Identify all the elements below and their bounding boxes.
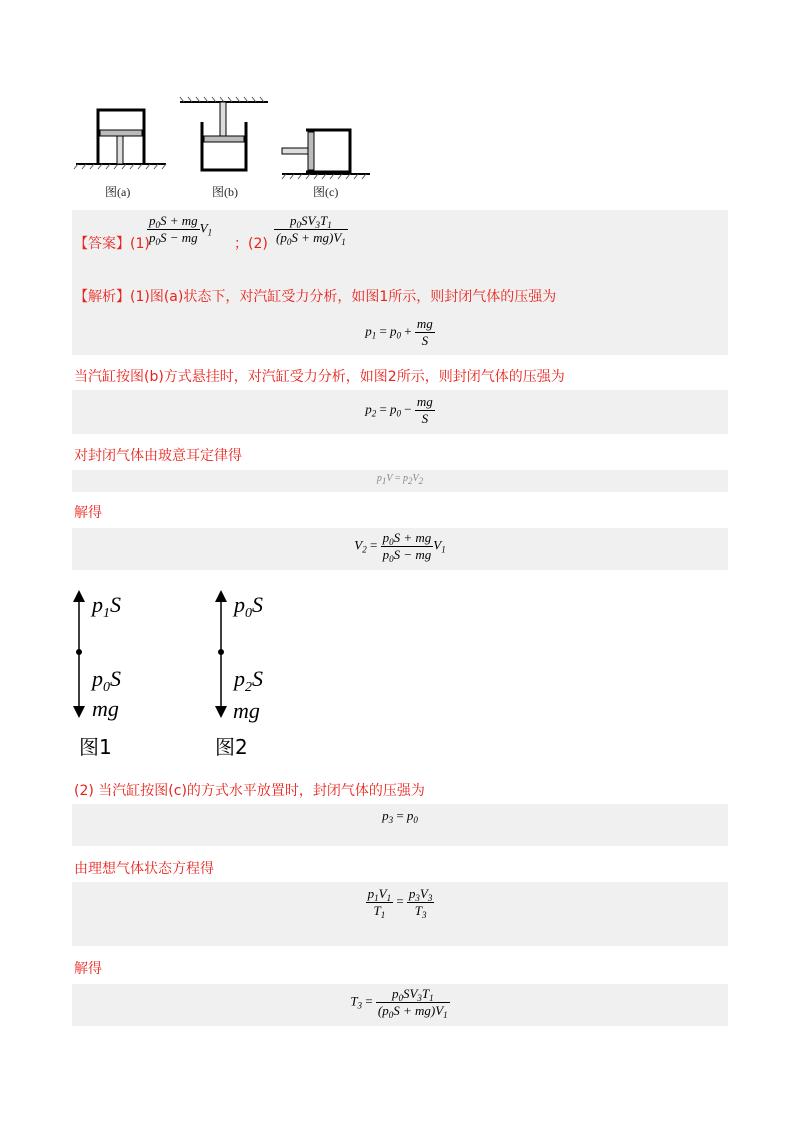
apparatus-figures — [60, 92, 380, 182]
fbd1-force-down-pressure: $p_0S$ — [92, 666, 121, 695]
formula-p2: $p_2 = p_0$ − $\frac{mg}{S}$ — [365, 394, 433, 426]
caption-fig-c: 图(c) — [313, 185, 339, 199]
text-ideal-gas: 由理想气体状态方程得 — [74, 861, 214, 877]
text-jiede-2: 解得 — [74, 961, 102, 977]
figure-a — [74, 110, 166, 169]
caption-fig-a: 图(a) — [105, 185, 131, 199]
fbd2-caption: 图2 — [215, 735, 248, 759]
text-part2-intro: (2) 当汽缸按图(c)的方式水平放置时，封闭气体的压强为 — [74, 783, 425, 799]
fbd-1 — [76, 596, 82, 712]
text-hanging-b: 当汽缸按图(b)方式悬挂时，对汽缸受力分析，如图2所示，则封闭气体的压强为 — [74, 369, 565, 385]
formula-v2: $V_2$ = $\frac{p_0S + mg}{p_0S - mg}$ $V_1$ — [354, 530, 446, 564]
fbd2-force-weight: mg — [233, 698, 260, 723]
fbd1-force-weight: mg — [92, 696, 119, 721]
formula-t3: $T_3$ = $\frac{p_0SV_3T_1}{(p_0S + mg)V_1}$ — [350, 986, 448, 1020]
fbd1-caption: 图1 — [79, 735, 112, 759]
fbd-2 — [218, 596, 224, 712]
formula-p1: $p_1 = p_0$ + $\frac{mg}{S}$ — [365, 316, 433, 348]
answer-formula-2: $\frac{p_0SV_3T_1}{(p_0S + mg)V_1}$ — [276, 213, 346, 247]
formula-ideal-gas: $\frac{p_1V_1}{T_1}$ = $\frac{p_3V_3}{T_3}$ — [367, 886, 433, 920]
figure-b — [180, 97, 268, 170]
fbd2-force-up: $p_0S$ — [234, 592, 263, 621]
fbd2-force-down-pressure: $p_2S$ — [234, 666, 263, 695]
caption-fig-b: 图(b) — [212, 185, 238, 199]
text-jiede-1: 解得 — [74, 505, 102, 521]
answer-label: 【答案】(1) — [74, 236, 150, 252]
fbd1-force-up: $p_1S$ — [92, 592, 121, 621]
formula-p3: $p_3 = p_0$ — [382, 808, 418, 825]
formula-boyle: $p_1V = p_2V_2$ — [376, 473, 424, 486]
figure-c — [282, 130, 370, 179]
text-boyle: 对封闭气体由玻意耳定律得 — [74, 448, 242, 464]
analysis-intro: 【解析】(1)图(a)状态下，对汽缸受力分析，如图1所示，则封闭气体的压强为 — [74, 289, 557, 305]
answer-sep: ；(2) — [234, 236, 268, 252]
answer-formula-1: $\frac{p_0S + mg}{p_0S - mg}$ $V_1$ — [149, 213, 213, 247]
